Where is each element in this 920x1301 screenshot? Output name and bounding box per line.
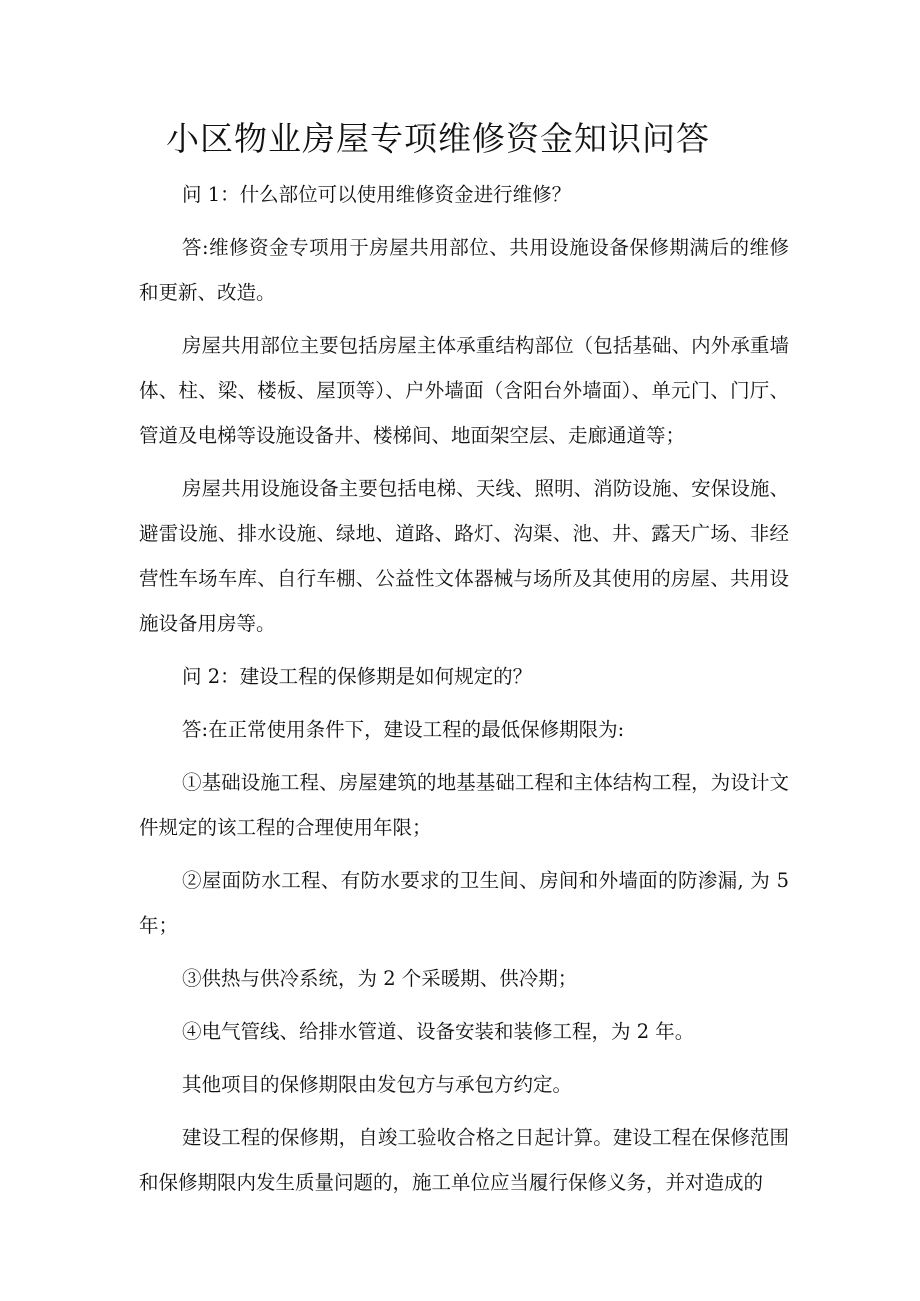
warranty-period-start: 建设工程的保修期，自竣工验收合格之日起计算。建设工程在保修范围和保修期限内发生质量问题的，施工单位应当履行保修义务，并对造成的 [139, 1126, 789, 1194]
question-1: 问 1：什么部位可以使用维修资金进行维修？ [182, 183, 572, 206]
question-2: 问 2：建设工程的保修期是如何规定的？ [182, 665, 533, 688]
answer-1-intro: 答:维修资金专项用于房屋共用部位、共用设施设备保修期满后的维修和更新、改造。 [139, 236, 789, 304]
answer-1-shared-parts: 房屋共用部位主要包括房屋主体承重结构部位（包括基础、内外承重墙体、柱、梁、楼板、屋顶等）、户外墙面（含阳台外墙面）、单元门、门厅、管道及电梯等设施设备井、楼梯间、地面架空层、走廊通道等； [139, 334, 789, 447]
document-title: 小区物业房屋专项维修资金知识问答 [166, 119, 710, 158]
answer-2-intro: 答:在正常使用条件下，建设工程的最低保修期限为: [182, 718, 625, 741]
warranty-item-4: ④电气管线、给排水管道、设备安装和装修工程，为 2 年。 [182, 1020, 695, 1043]
warranty-item-1: ①基础设施工程、房屋建筑的地基基础工程和主体结构工程，为设计文件规定的该工程的合理使用年限； [139, 771, 789, 839]
answer-1-shared-facilities: 房屋共用设施设备主要包括电梯、天线、照明、消防设施、安保设施、避雷设施、排水设施、绿地、道路、路灯、沟渠、池、井、露天广场、非经营性车场车库、自行车棚、公益性文体器械与场所及其使用的房屋、共用设施设备用房等。 [139, 477, 789, 635]
warranty-item-2: ②屋面防水工程、有防水要求的卫生间、房间和外墙面的防渗漏, 为 5 年； [139, 869, 789, 937]
warranty-item-3: ③供热与供冷系统，为 2 个采暖期、供冷期； [182, 967, 578, 990]
other-items-note: 其他项目的保修期限由发包方与承包方约定。 [182, 1073, 573, 1096]
document-body [139, 172, 789, 1213]
